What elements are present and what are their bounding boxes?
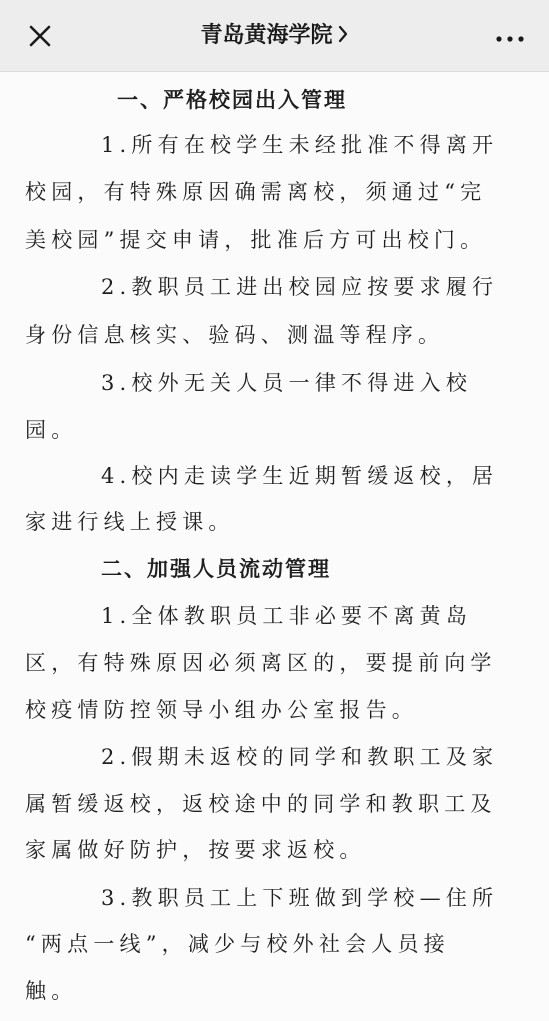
paragraph-line: 2.假期未返校的同学和教职工及家 (101, 745, 499, 769)
paragraph-line: 3.校外无关人员一律不得进入校 (101, 371, 473, 395)
section-heading: 一、严格校园出入管理 (117, 88, 347, 112)
top-navigation-bar (0, 0, 549, 72)
paragraph-line: 1.全体教职员工非必要不离黄岛 (101, 604, 473, 628)
paragraph-line: 3.教职员工上下班做到学校—住所 (101, 886, 499, 910)
paragraph-line: 区，有特殊原因必须离区的，要提前向学 (25, 651, 497, 675)
paragraph-line: 4.校内走读学生近期暂缓返校，居 (101, 464, 499, 488)
article-content-area (0, 72, 549, 1021)
paragraph-line: 身份信息核实、验码、测温等程序。 (25, 323, 445, 347)
paragraph-line: 美校园”提交申请，批准后方可出校门。 (25, 228, 487, 252)
paragraph-line: 2.教职员工进出校园应按要求履行 (101, 275, 499, 299)
section-heading: 二、加强人员流动管理 (101, 557, 331, 581)
paragraph-line: “两点一线”，减少与校外社会人员接 (25, 932, 450, 956)
paragraph-line: 属暂缓返校，返校途中的同学和教职工及 (25, 792, 497, 816)
page-title: 青岛黄海学院 (200, 23, 333, 48)
paragraph-line: 触。 (25, 979, 78, 1003)
chevron-right-icon (337, 21, 349, 55)
paragraph-line: 1.所有在校学生未经批准不得离开 (101, 133, 499, 157)
account-title-link[interactable] (0, 19, 549, 55)
paragraph-line: 校疫情防控领导小组办公室报告。 (25, 698, 418, 722)
more-dots-icon (495, 33, 525, 45)
paragraph-line: 家进行线上授课。 (25, 510, 235, 534)
paragraph-line: 园。 (25, 418, 78, 442)
paragraph-line: 校园，有特殊原因确需离校，须通过“完 (25, 180, 487, 204)
paragraph-line: 家属做好防护，按要求返校。 (25, 838, 366, 862)
more-options-button[interactable] (495, 30, 525, 42)
